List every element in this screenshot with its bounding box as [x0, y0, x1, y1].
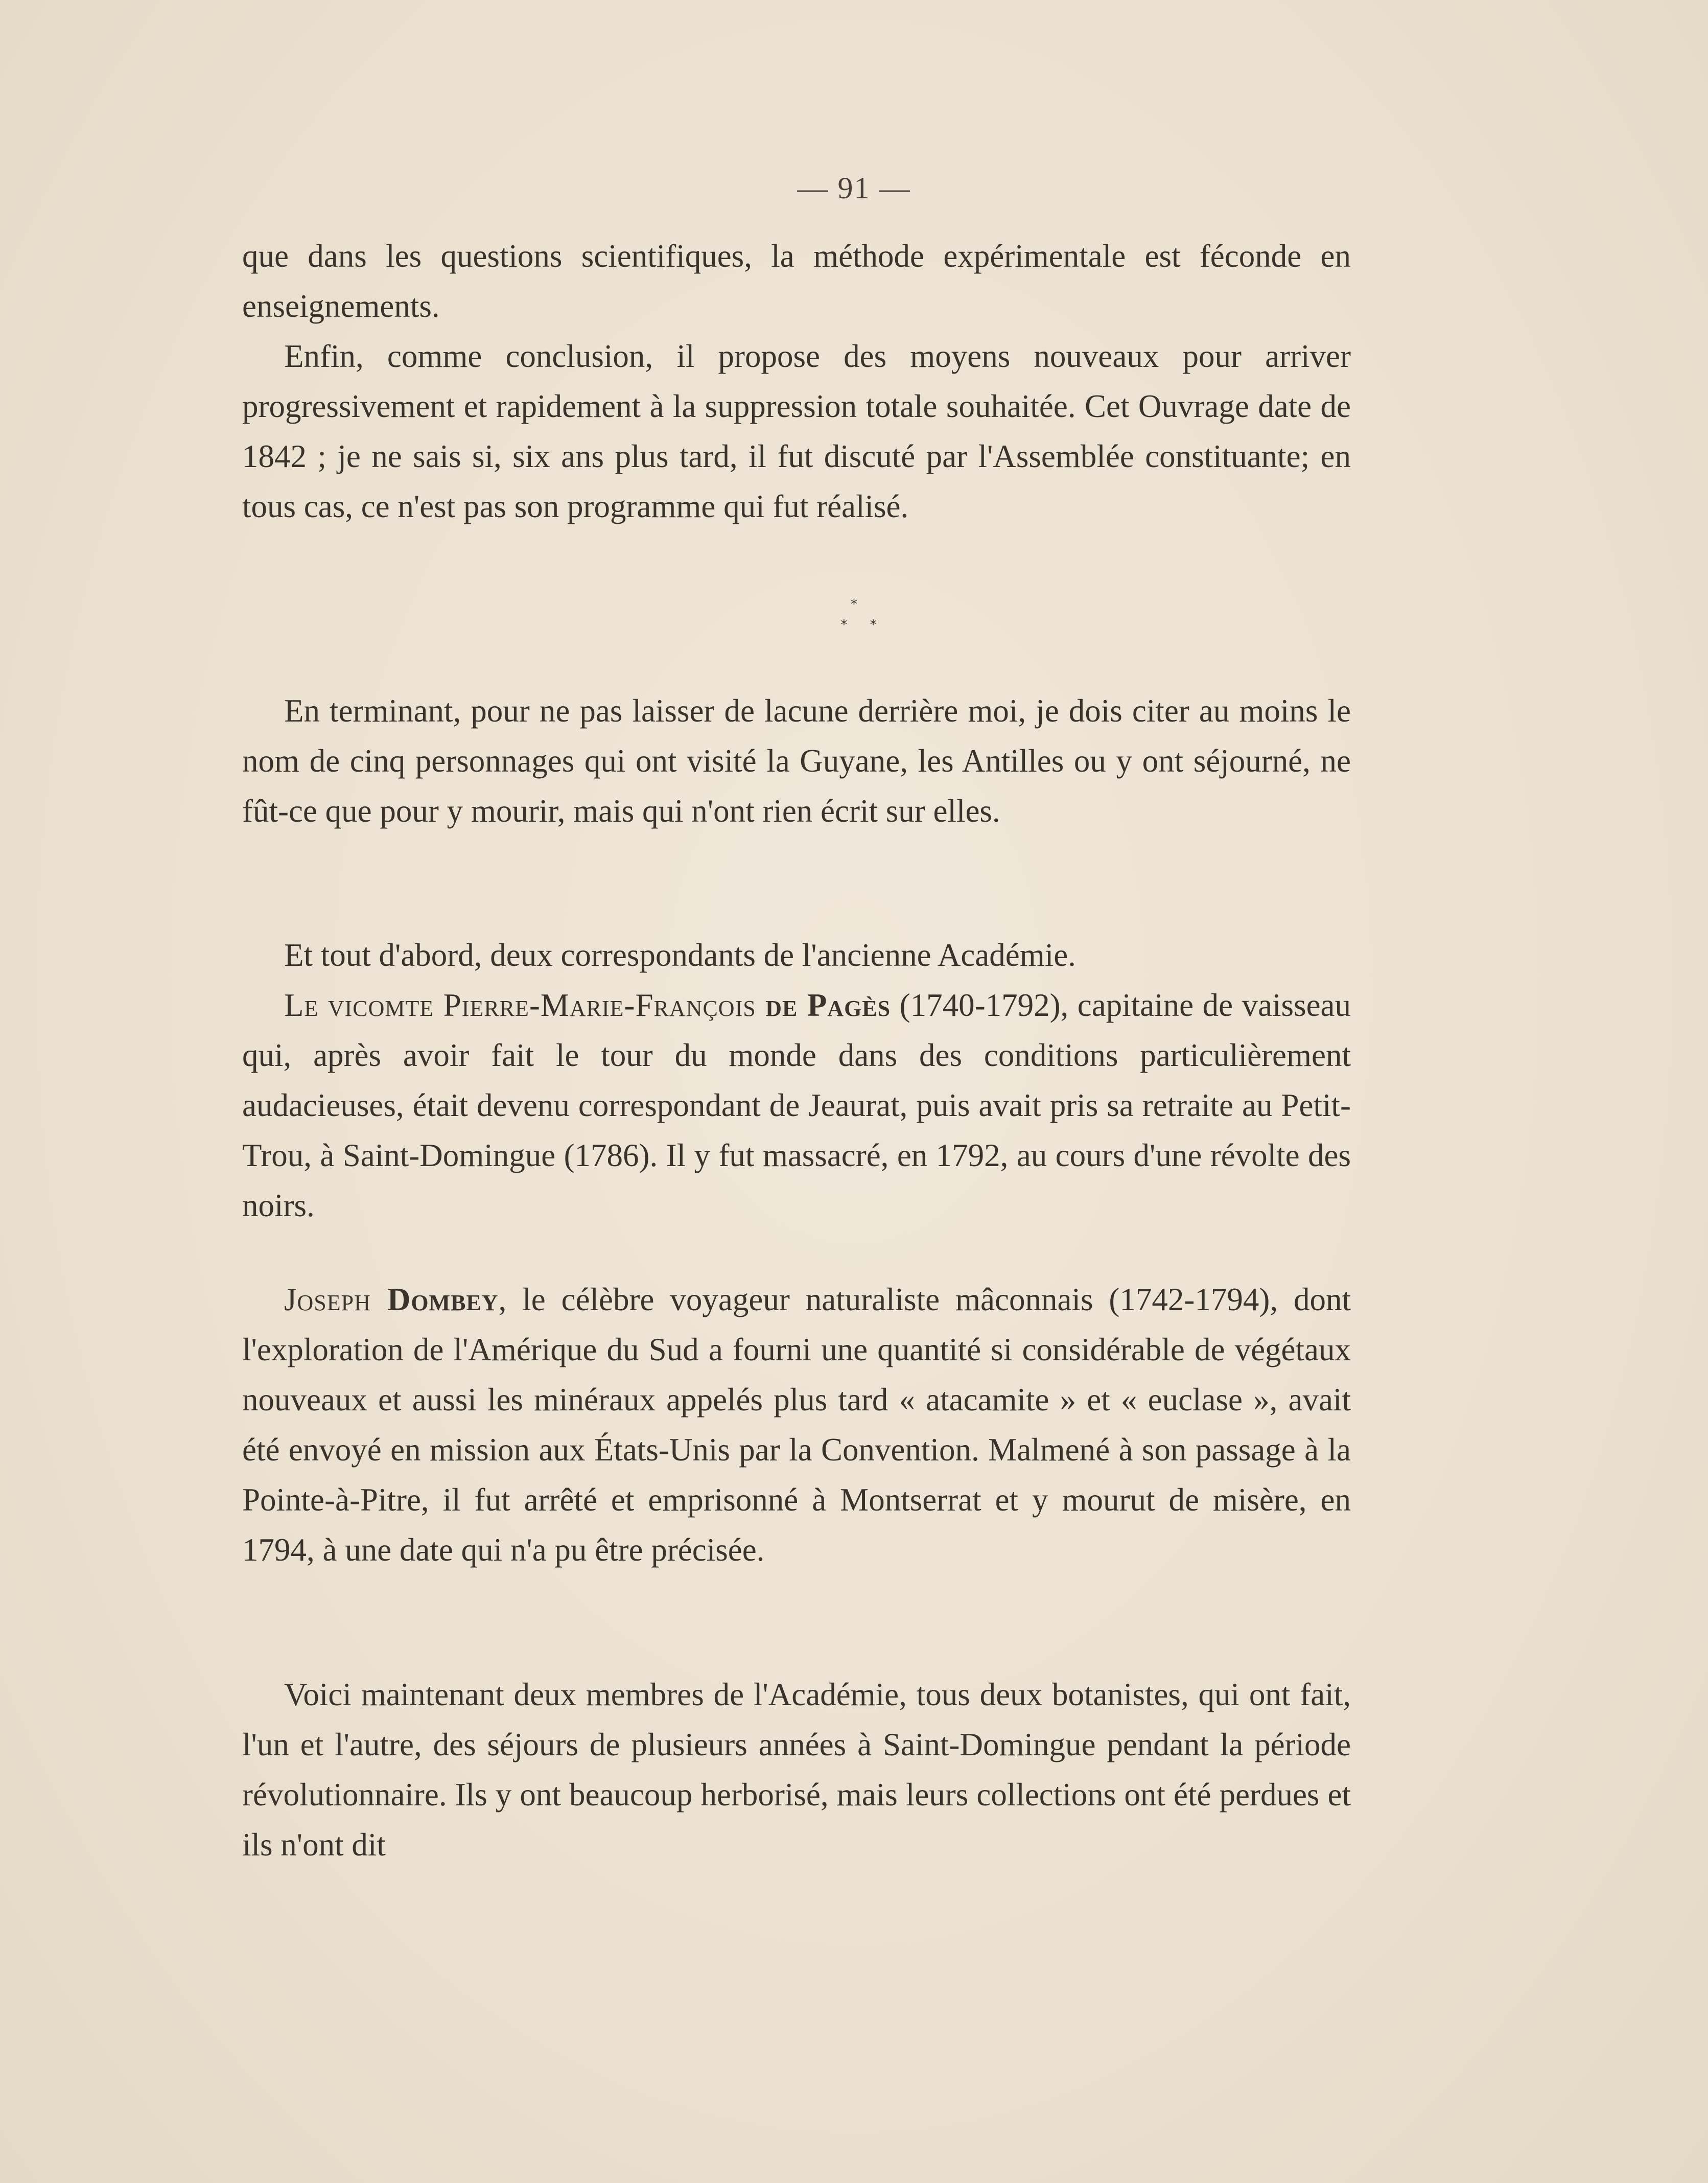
person-name-pages-last: Pagès: [807, 987, 891, 1023]
page-number: — 91 —: [797, 171, 911, 205]
paragraph-dombey-text: , le célèbre voyageur naturaliste mâconnais (1742-1794), dont l'exploration de l'Amérique du Sud a fourni une quantité si considérable de végétaux nouveaux et aussi les minéraux appelés plus tard « atacamite » et « euclase », avait été envoyé en mission aux États-Unis par la Convention. Malmené à son passage à la Pointe-à-Pitre, il fut arrêté et emprisonné à Montserrat et y mourut de misère, en 1794, à une date qui n'a pu être précisée.: [242, 1282, 1351, 1568]
paragraph-pages-text: (1740-1792), capitaine de vaisseau qui, après avoir fait le tour du monde dans des conditions particulièrement audacieuses, était devenu correspondant de Jeaurat, puis avait pris sa retraite au Petit-Trou, à Saint-Domingue (1786). Il y fut massacré, en 1792, au cours d'une révolte des noirs.: [242, 987, 1351, 1223]
person-name-pages-prefix: Le vicomte Pierre-Marie-François: [284, 987, 766, 1023]
paragraph-conclusion: Enfin, comme conclusion, il propose des moyens nouveaux pour arriver progressivement et rapidement à la suppression totale souhaitée. Cet Ouvrage date de 1842 ; je ne sais si, six ans plus tard, il fut discuté par l'Assemblée constituante; en tous cas, ce n'est pas son programme qui fut réalisé.: [242, 338, 1351, 524]
separator-star-bottom: * *: [840, 617, 886, 633]
paragraph-dombey: [242, 1274, 1351, 1575]
paragraph-botanists: Voici maintenant deux membres de l'Académie, tous deux botanistes, qui ont fait, l'un et l'autre, des séjours de plusieurs années à Saint-Domingue pendant la période révolutionnaire. Ils y ont beaucoup herborisé, mais leurs collections ont été perdues et ils n'ont dit: [242, 1677, 1351, 1863]
person-name-dombey-first: Joseph: [284, 1282, 387, 1317]
paragraph-pages: [242, 980, 1351, 1230]
paragraph-continuation: que dans les questions scientifiques, la méthode expérimentale est féconde en enseignements.: [242, 238, 1351, 324]
person-name-dombey-last: Dombey: [387, 1282, 499, 1317]
person-name-pages-particle: de: [765, 987, 807, 1023]
paragraph-correspondants: Et tout d'abord, deux correspondants de l'ancienne Académie.: [284, 937, 1076, 973]
paragraph-closing-intro: En terminant, pour ne pas laisser de lacune derrière moi, je dois citer au moins le nom de cinq personnages qui ont visité la Guyane, les Antilles ou y ont séjourné, ne fût-ce que pour y mourir, mais qui n'ont rien écrit sur elles.: [242, 693, 1351, 829]
separator-star-top: *: [851, 597, 857, 612]
